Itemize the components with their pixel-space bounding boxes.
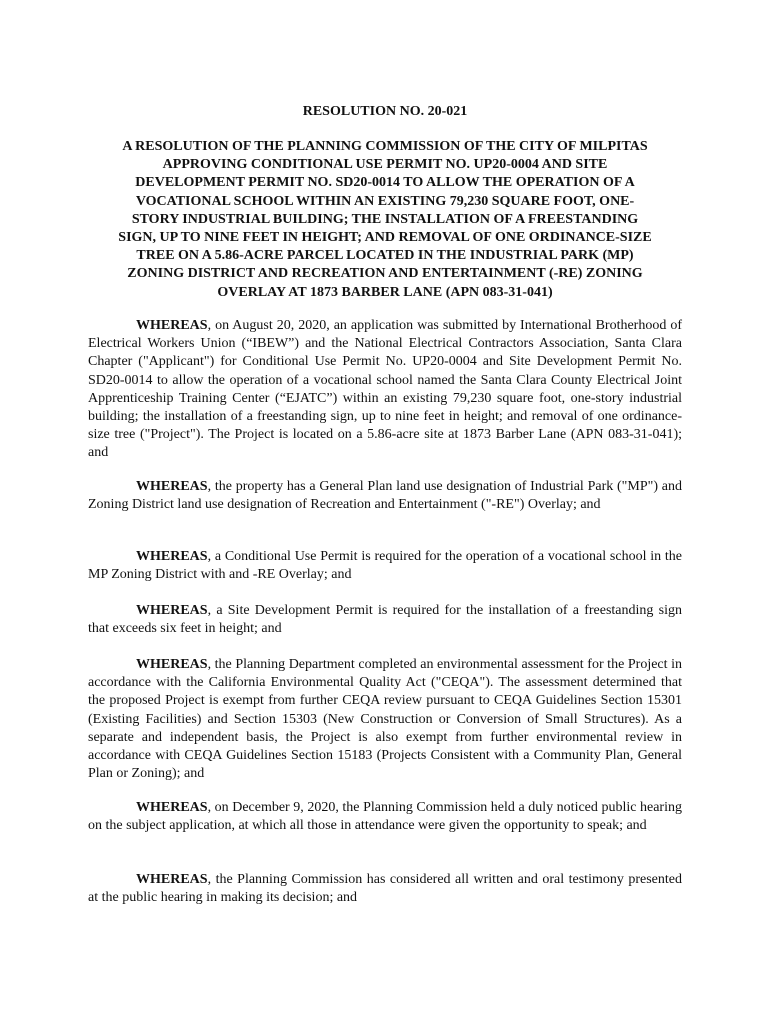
whereas-paragraph [88,548,682,584]
paragraph-text: , on August 20, 2020, an application was submitted by International Brotherhood of Electrical Workers Union (“IBEW”) and the National Electrical Contractors Association, Santa Clara Chapter ("Applicant") for Conditional Use Permit No. UP20-0004 and Site Development Permit No. SD20-0014 to allow the operation of a vocational school named the Santa Clara County Electrical Joint Apprenticeship Training Center (“EJATC”) within an existing 79,230 square foot, one-story industrial building; the installation of a freestanding sign, up to nine feet in height; and removal of one ordinance-size tree ("Project"). The Project is located on a 5.86-acre site at 1873 Barber Lane (APN 083-31-041); and [88,318,682,461]
whereas-lead: WHEREAS [136,479,208,494]
whereas-paragraph [88,478,682,514]
whereas-paragraph [88,799,682,835]
resolution-title [88,138,682,302]
title-line: ZONING DISTRICT AND RECREATION AND ENTERTAINMENT (-RE) ZONING [127,266,643,282]
title-line: SIGN, UP TO NINE FEET IN HEIGHT; AND REMOVAL OF ONE ORDINANCE-SIZE [118,230,652,246]
whereas-lead: WHEREAS [136,318,208,333]
title-line: OVERLAY AT 1873 BARBER LANE (APN 083-31-041) [217,284,553,300]
paragraph-text: , the Planning Department completed an environmental assessment for the Project in accordance with the California Environmental Quality Act ("CEQA"). The assessment determined that the proposed Project is exempt from further CEQA review pursuant to CEQA Guidelines Section 15301 (Existing Facilities) and Section 15303 (New Construction or Conversion of Small Structures). As a separate and independent basis, the Project is also exempt from further environmental review in accordance with CEQA Guidelines Section 15183 (Projects Consistent with a Community Plan, General Plan or Zoning); and [88,657,682,782]
whereas-paragraph [88,317,682,463]
paragraph-text: , a Conditional Use Permit is required for the operation of a vocational school in the MP Zoning District with and -RE Overlay; and [88,549,682,583]
title-line: VOCATIONAL SCHOOL WITHIN AN EXISTING 79,230 SQUARE FOOT, ONE- [135,193,635,209]
title-line: STORY INDUSTRIAL BUILDING; THE INSTALLATION OF A FREESTANDING [131,211,639,227]
whereas-paragraph [88,656,682,783]
title-line: TREE ON A 5.86-ACRE PARCEL LOCATED IN THE INDUSTRIAL PARK (MP) [136,248,634,264]
whereas-lead: WHEREAS [136,549,208,564]
whereas-paragraph [88,602,682,638]
paragraph-text: , the property has a General Plan land use designation of Industrial Park ("MP") and Zoning District land use designation of Recreation and Entertainment ("-RE") Overlay; and [88,479,682,513]
paragraph-text: , on December 9, 2020, the Planning Commission held a duly noticed public hearing on the subject application, at which all those in attendance were given the opportunity to speak; and [88,800,682,834]
whereas-lead: WHEREAS [136,657,208,672]
title-line: A RESOLUTION OF THE PLANNING COMMISSION OF THE CITY OF MILPITAS [122,139,648,154]
title-line: DEVELOPMENT PERMIT NO. SD20-0014 TO ALLOW THE OPERATION OF A [135,175,635,191]
title-line: APPROVING CONDITIONAL USE PERMIT NO. UP20-0004 AND SITE [162,157,608,173]
whereas-lead: WHEREAS [136,603,208,618]
paragraph-text: , a Site Development Permit is required for the installation of a freestanding sign that exceeds six feet in height; and [88,603,682,637]
paragraph-text: , the Planning Commission has considered all written and oral testimony presented at the public hearing in making its decision; and [88,872,682,906]
whereas-lead: WHEREAS [136,872,208,887]
whereas-lead: WHEREAS [136,800,208,815]
resolution-number: RESOLUTION NO. 20-021 [302,104,468,119]
whereas-paragraph [88,871,682,907]
